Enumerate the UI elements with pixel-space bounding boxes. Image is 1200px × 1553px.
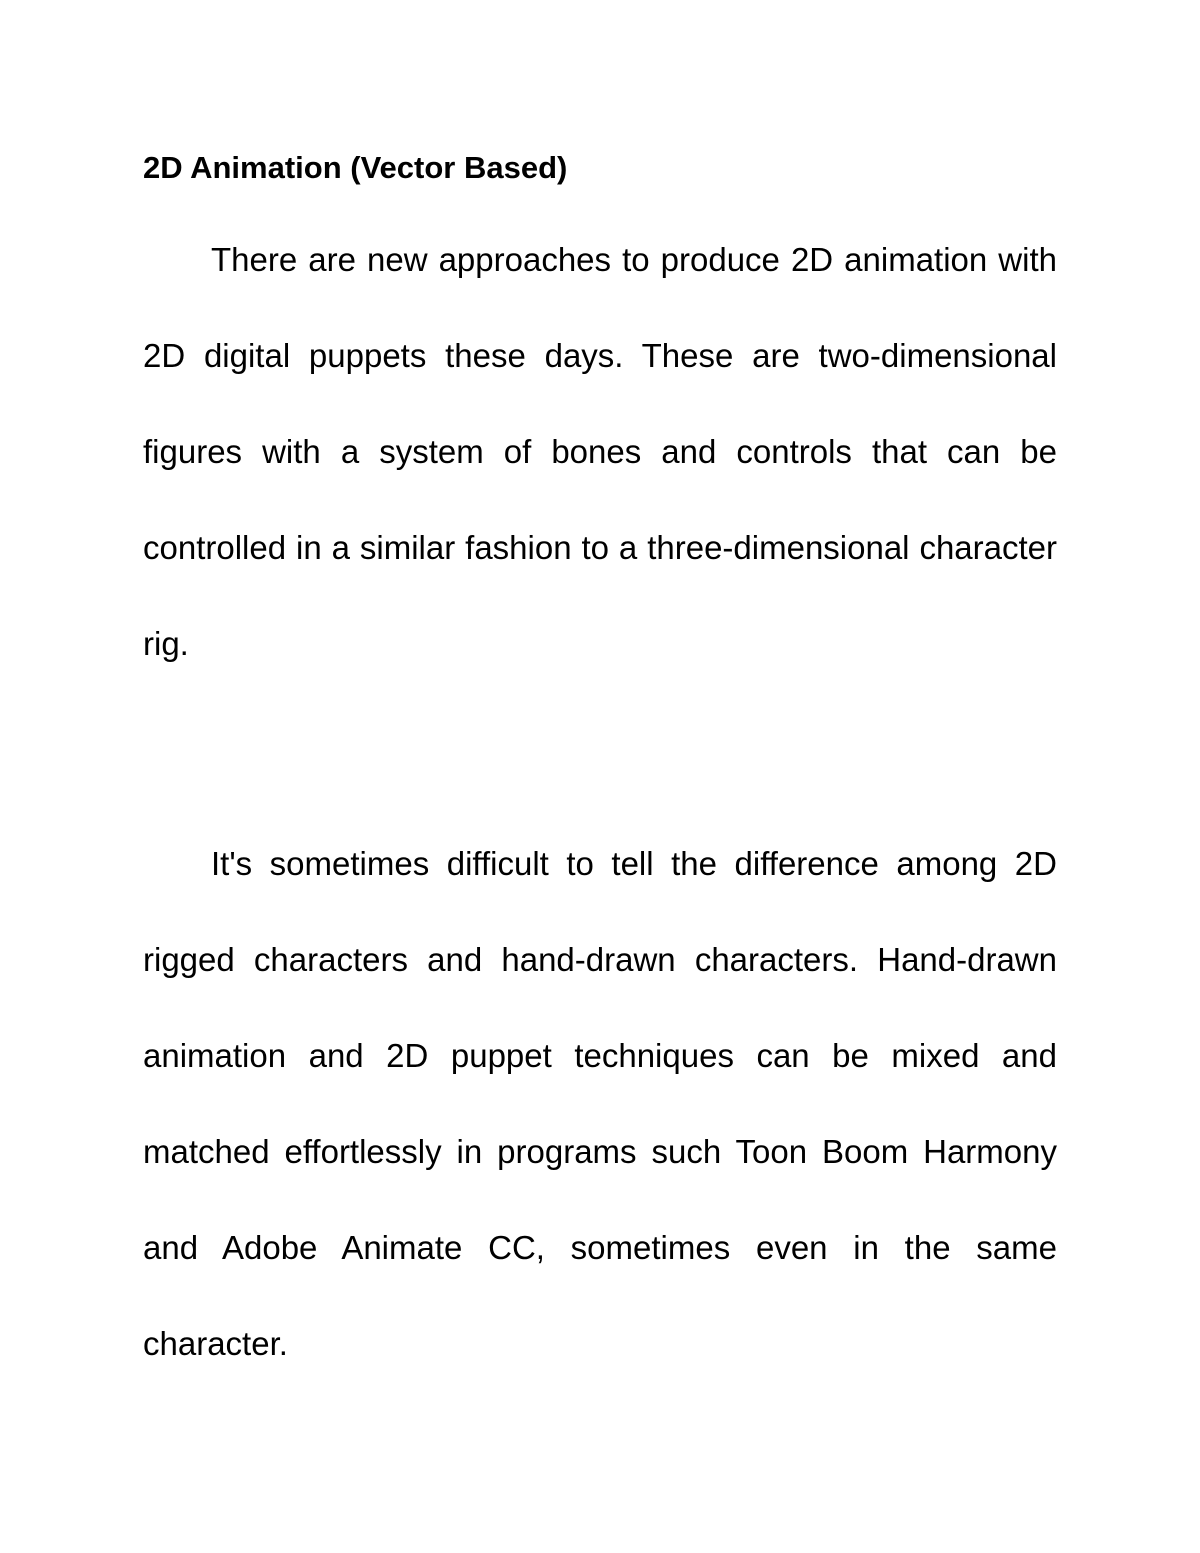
- paragraph: It's sometimes difficult to tell the difference among 2D rigged characters and hand-drawn characters. Hand-drawn animation and 2D puppet techniques can be mixed and matched effortlessly in programs such Toon Boom Harmony and Adobe Animate CC, sometimes even in the same character.: [143, 845, 1057, 1362]
- document-body: [143, 148, 1057, 1392]
- section-heading: 2D Animation (Vector Based): [143, 150, 568, 185]
- paragraph: There are new approaches to produce 2D animation with 2D digital puppets these days. These are two-dimensional figures with a system of bones and controls that can be controlled in a similar fashion to a three-dimensional character rig.: [143, 241, 1057, 662]
